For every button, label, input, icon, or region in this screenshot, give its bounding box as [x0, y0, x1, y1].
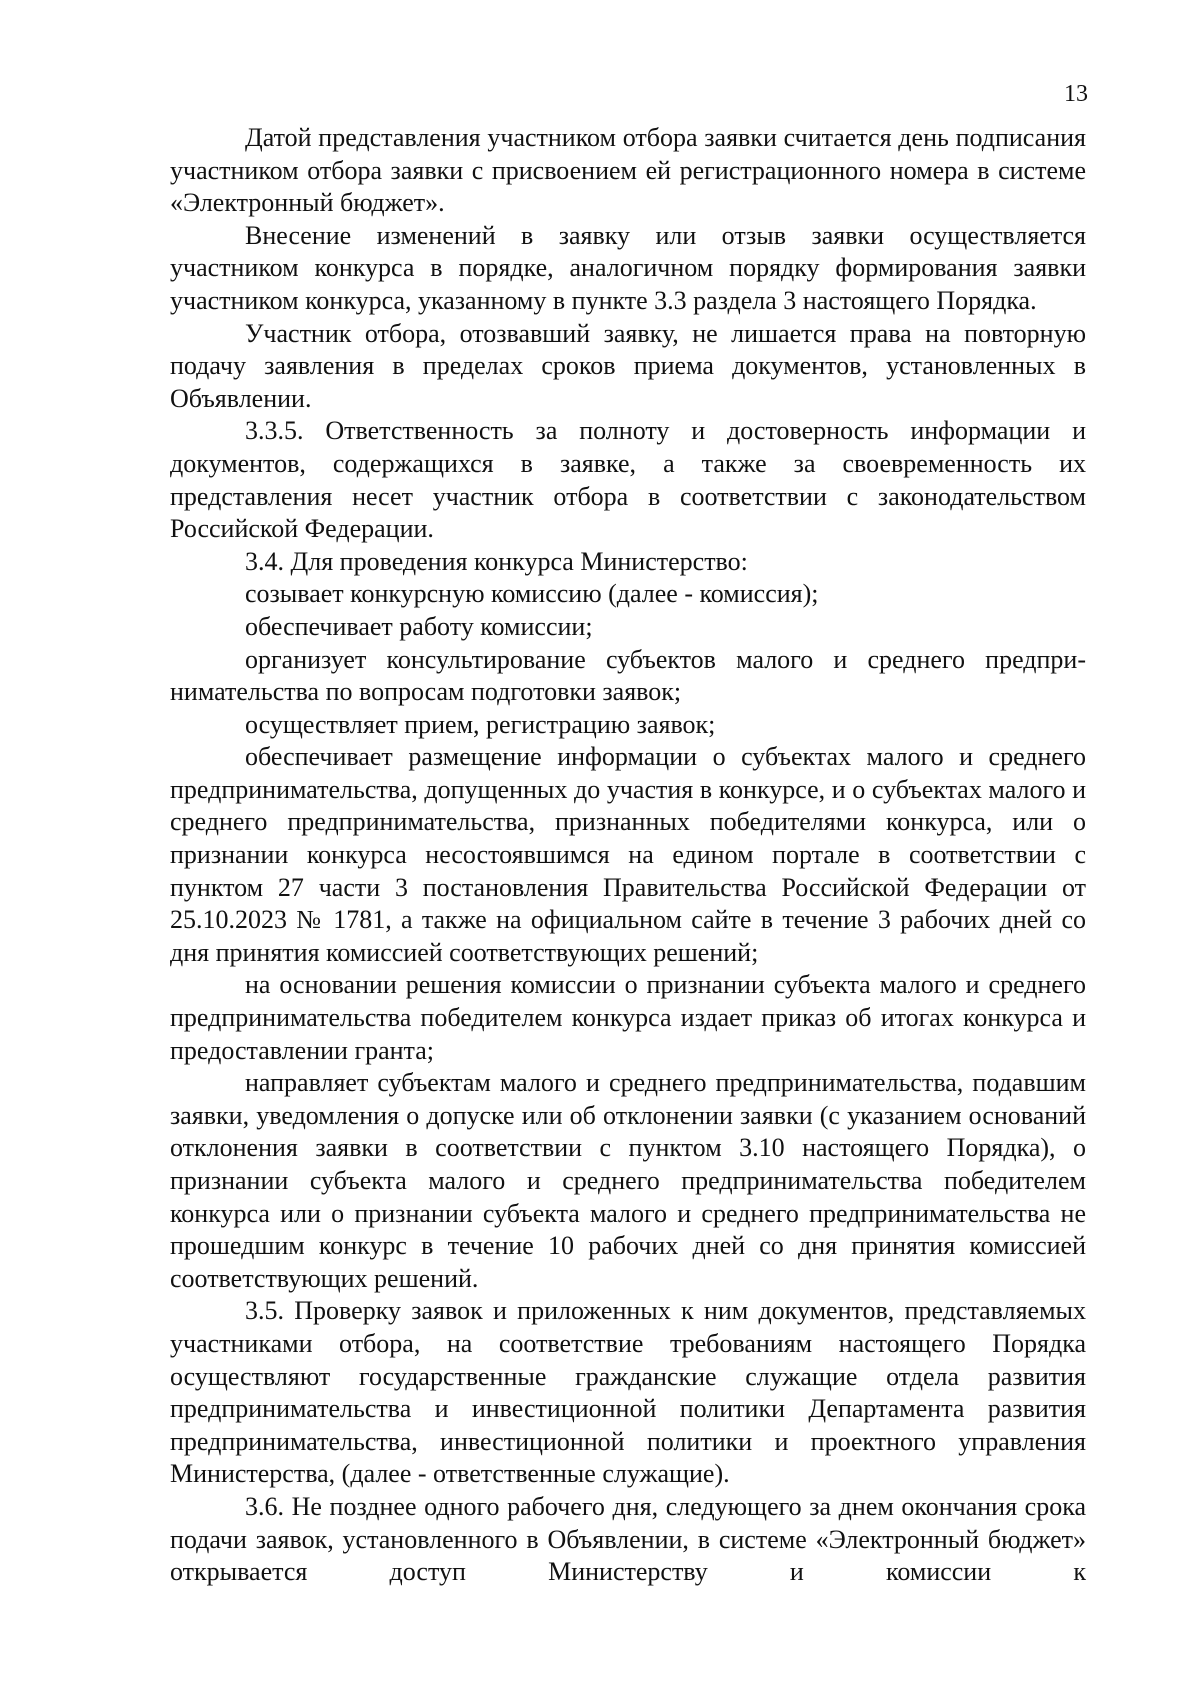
paragraph: 3.5. Проверку заявок и приложенных к ним документов, представляемых участниками отбора, на соответствие требованиям настоящего Порядка осуществляют государственные гражданские служащие отдела развития предпринимательства и инвестиционной политики Департамента развития предпринимательства, инвестиционной политики и проектного управления Министерства, (далее - ответственные служащие).	[170, 1296, 1086, 1489]
paragraph: Датой представления участником отбора заявки считается день подписания участником отбора заявки с присвоением ей регистрационного номера в системе «Электронный бюджет».	[170, 123, 1086, 218]
paragraph: Внесение изменений в заявку или отзыв заявки осуществляется участником конкурса в порядке, аналогичном порядку формирования заявки участником конкурса, указанному в пункте 3.3 раздела 3 настоящего Порядка.	[170, 220, 1086, 315]
paragraph: направляет субъектам малого и среднего предпринимательства, подавшим заявки, уведомления о допуске или об отклонении заявки (с указанием оснований отклонения заявки в соответствии с пунктом 3.10 настоящего Порядка), о признании субъекта малого и среднего предпринимательства победителем конкурса или о признании субъекта малого и среднего предпринимательства не прошедшим конкурс в течение 10 рабочих дней со дня принятия комиссией соответствующих решений.	[170, 1068, 1086, 1293]
paragraph: 3.4. Для проведения конкурса Министерство:	[245, 546, 748, 576]
paragraph: Участник отбора, отозвавший заявку, не лишается права на повторную подачу заявления в пределах сроков приема документов, установленных в Объявлении.	[170, 318, 1086, 413]
document-body	[170, 122, 1086, 1589]
paragraph: 3.6. Не позднее одного рабочего дня, следующего за днем окончания срока подачи заявок, установленного в Объявлении, в системе «Электронный бюджет» открывается доступ Министерству и комиссии к	[170, 1491, 1086, 1587]
paragraph: обеспечивает размещение информации о субъектах малого и среднего предпринимательства, допущенных до участия в конкурсе, и о субъектах малого и среднего предпринимательства, признанных победителями конкурса, или о признании конкурса несостоявшимся на едином портале в соответствии с пунктом 27 части 3 постановления Правительства Российской Федерации от 25.10.2023 № 1781, а также на официальном сайте в течение 3 рабочих дней со дня принятия комиссией соответствующих решений;	[170, 742, 1086, 967]
paragraph: осуществляет прием, регистрацию заявок;	[245, 709, 716, 739]
paragraph: организует консультирование субъектов малого и среднего предпринимательства по вопросам подготовки заявок;	[170, 644, 1086, 707]
page-number: 13	[1064, 81, 1088, 107]
paragraph: созывает конкурсную комиссию (далее - комиссия);	[245, 579, 819, 609]
paragraph: обеспечивает работу комиссии;	[245, 611, 593, 641]
paragraph: 3.3.5. Ответственность за полноту и достоверность информации и документов, содержащихся в заявке, а также за своевременность их представления несет участник отбора в соответствии с законодательством Российской Федерации.	[170, 416, 1086, 544]
paragraph: на основании решения комиссии о признании субъекта малого и среднего предпринимательства победителем конкурса издает приказ об итогах конкурса и предоставлении гранта;	[170, 970, 1086, 1065]
